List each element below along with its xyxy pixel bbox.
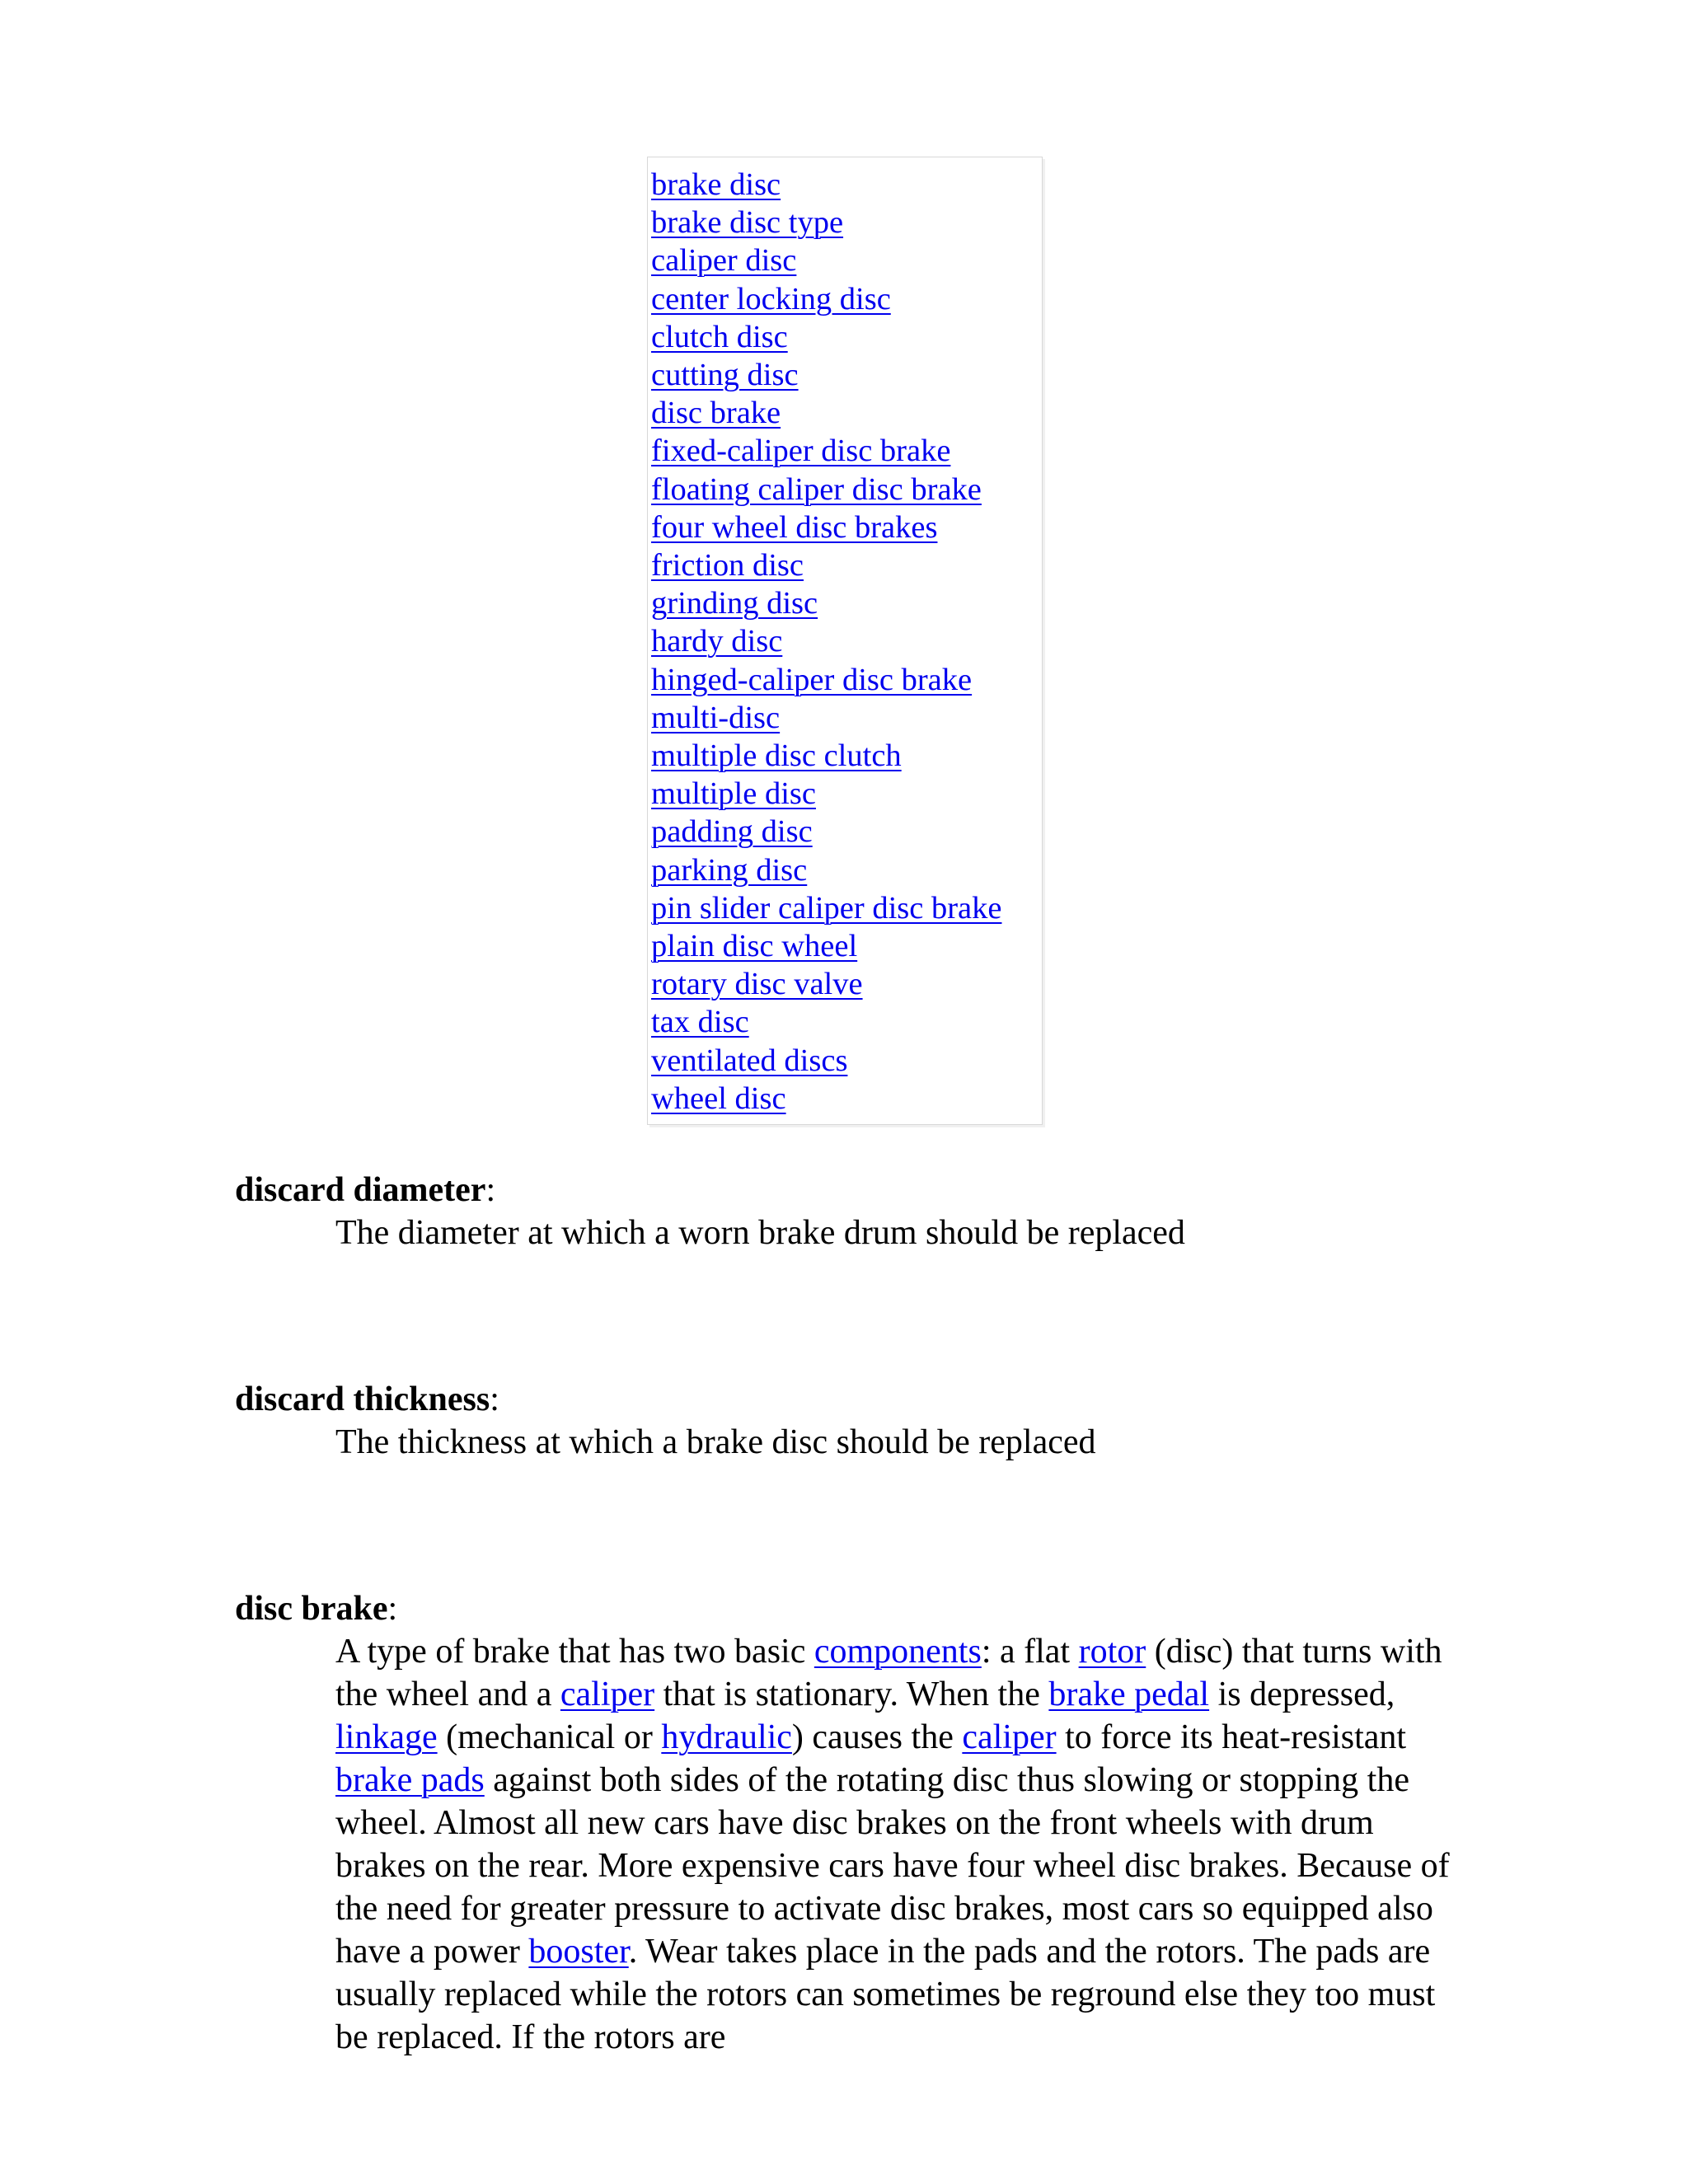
entry-separator: :: [490, 1380, 499, 1418]
list-item: [651, 813, 1001, 851]
entry-heading: [235, 1378, 1521, 1421]
related-term-link[interactable]: multiple disc clutch: [651, 738, 902, 774]
definition-text: A type of brake that has two basic: [335, 1633, 814, 1671]
definition-text: (disc) that turns with the wheel and a: [335, 1633, 1442, 1713]
glossary-entry-discard-diameter: [235, 1169, 1521, 1254]
related-term-link[interactable]: center locking disc: [651, 281, 891, 316]
definition-text: : a flat: [981, 1633, 1079, 1671]
list-item: [651, 280, 1001, 318]
related-term-link[interactable]: hardy disc: [651, 624, 783, 659]
entry-term: disc brake: [235, 1590, 388, 1628]
entry-heading: [235, 1587, 1521, 1630]
inline-link-linkage[interactable]: linkage: [335, 1718, 438, 1756]
inline-link-components[interactable]: components: [814, 1633, 982, 1671]
related-term-link[interactable]: grinding disc: [651, 586, 818, 621]
glossary-entry-discard-thickness: [235, 1378, 1521, 1464]
related-term-link[interactable]: disc brake: [651, 396, 781, 431]
definition-text: is depressed,: [1209, 1675, 1395, 1713]
related-term-link[interactable]: hinged-caliper disc brake: [651, 662, 973, 697]
list-item: [651, 471, 1001, 509]
related-term-link[interactable]: rotary disc valve: [651, 967, 863, 1002]
related-term-link[interactable]: friction disc: [651, 548, 804, 583]
list-item: [651, 889, 1001, 927]
related-term-link[interactable]: multiple disc: [651, 776, 816, 812]
list-item: [651, 699, 1001, 737]
related-term-link[interactable]: four wheel disc brakes: [651, 509, 938, 545]
related-term-link[interactable]: ventilated discs: [651, 1043, 848, 1078]
entry-separator: :: [387, 1590, 398, 1628]
list-item: [651, 166, 1001, 204]
list-item: [651, 356, 1001, 394]
list-item: [651, 509, 1001, 546]
list-item: [651, 965, 1001, 1003]
list-item: [651, 204, 1001, 241]
entry-term: discard thickness: [235, 1380, 490, 1418]
list-item: [651, 546, 1001, 584]
entry-heading: [235, 1169, 1521, 1212]
definition-text: . Wear takes place in the pads and the rotors. The pads are usually replaced while the rotors can sometimes be reground else they too must be replaced. If the rotors are: [335, 1933, 1436, 2056]
related-term-link[interactable]: multi-disc: [651, 700, 781, 735]
inline-link-caliper[interactable]: caliper: [560, 1675, 655, 1713]
related-term-link[interactable]: padding disc: [651, 814, 813, 850]
inline-link-rotor[interactable]: rotor: [1078, 1633, 1146, 1671]
inline-link-brake-pads[interactable]: brake pads: [335, 1761, 485, 1799]
related-terms-list: [651, 166, 1001, 1118]
inline-link-hydraulic[interactable]: hydraulic: [661, 1718, 792, 1756]
definition-text: ) causes the: [791, 1718, 963, 1756]
list-item: [651, 775, 1001, 813]
list-item: [651, 737, 1001, 775]
related-term-link[interactable]: wheel disc: [651, 1080, 786, 1116]
related-term-link[interactable]: parking disc: [651, 852, 808, 888]
entry-definition: The thickness at which a brake disc should be replaced: [335, 1423, 1096, 1461]
related-term-link[interactable]: fixed-caliper disc brake: [651, 434, 951, 469]
related-term-link[interactable]: clutch disc: [651, 319, 788, 354]
list-item: [651, 1080, 1001, 1118]
related-term-link[interactable]: brake disc type: [651, 205, 844, 241]
list-item: [651, 661, 1001, 699]
related-terms-box: [647, 157, 1043, 1125]
inline-link-brake-pedal[interactable]: brake pedal: [1048, 1675, 1210, 1713]
list-item: [651, 1042, 1001, 1080]
related-term-link[interactable]: caliper disc: [651, 243, 797, 279]
related-term-link[interactable]: pin slider caliper disc brake: [651, 890, 1002, 926]
list-item: [651, 318, 1001, 356]
list-item: [651, 1003, 1001, 1041]
definition-text: to force its heat-resistant: [1056, 1718, 1407, 1756]
entry-separator: :: [485, 1171, 496, 1209]
list-item: [651, 432, 1001, 470]
list-item: [651, 241, 1001, 279]
related-term-link[interactable]: floating caliper disc brake: [651, 471, 982, 507]
definition-text: that is stationary. When the: [654, 1675, 1049, 1713]
list-item: [651, 622, 1001, 660]
related-term-link[interactable]: tax disc: [651, 1005, 749, 1040]
glossary-entry-disc-brake: [235, 1587, 1521, 2059]
list-item: [651, 851, 1001, 889]
definition-text: (mechanical or: [437, 1718, 662, 1756]
entry-term: discard diameter: [235, 1171, 486, 1209]
definition-text: against both sides of the rotating disc thus slowing or stopping the wheel. Almost all new cars have disc brakes on the front wheels with drum brakes on the rear. More expensive cars have four wheel disc brakes. Because of the need for greater pressure to activate disc brakes, most cars so equipped also have a power: [335, 1761, 1450, 1971]
related-term-link[interactable]: plain disc wheel: [651, 929, 858, 964]
inline-link-booster[interactable]: booster: [528, 1933, 629, 1971]
list-item: [651, 584, 1001, 622]
entry-definition: [335, 1630, 1456, 2059]
related-term-link[interactable]: brake disc: [651, 167, 781, 202]
list-item: [651, 394, 1001, 432]
inline-link-caliper[interactable]: caliper: [962, 1718, 1057, 1756]
list-item: [651, 927, 1001, 965]
related-term-link[interactable]: cutting disc: [651, 358, 799, 393]
glossary-entries: [235, 1169, 1521, 2059]
entry-definition: The diameter at which a worn brake drum should be replaced: [335, 1214, 1185, 1252]
